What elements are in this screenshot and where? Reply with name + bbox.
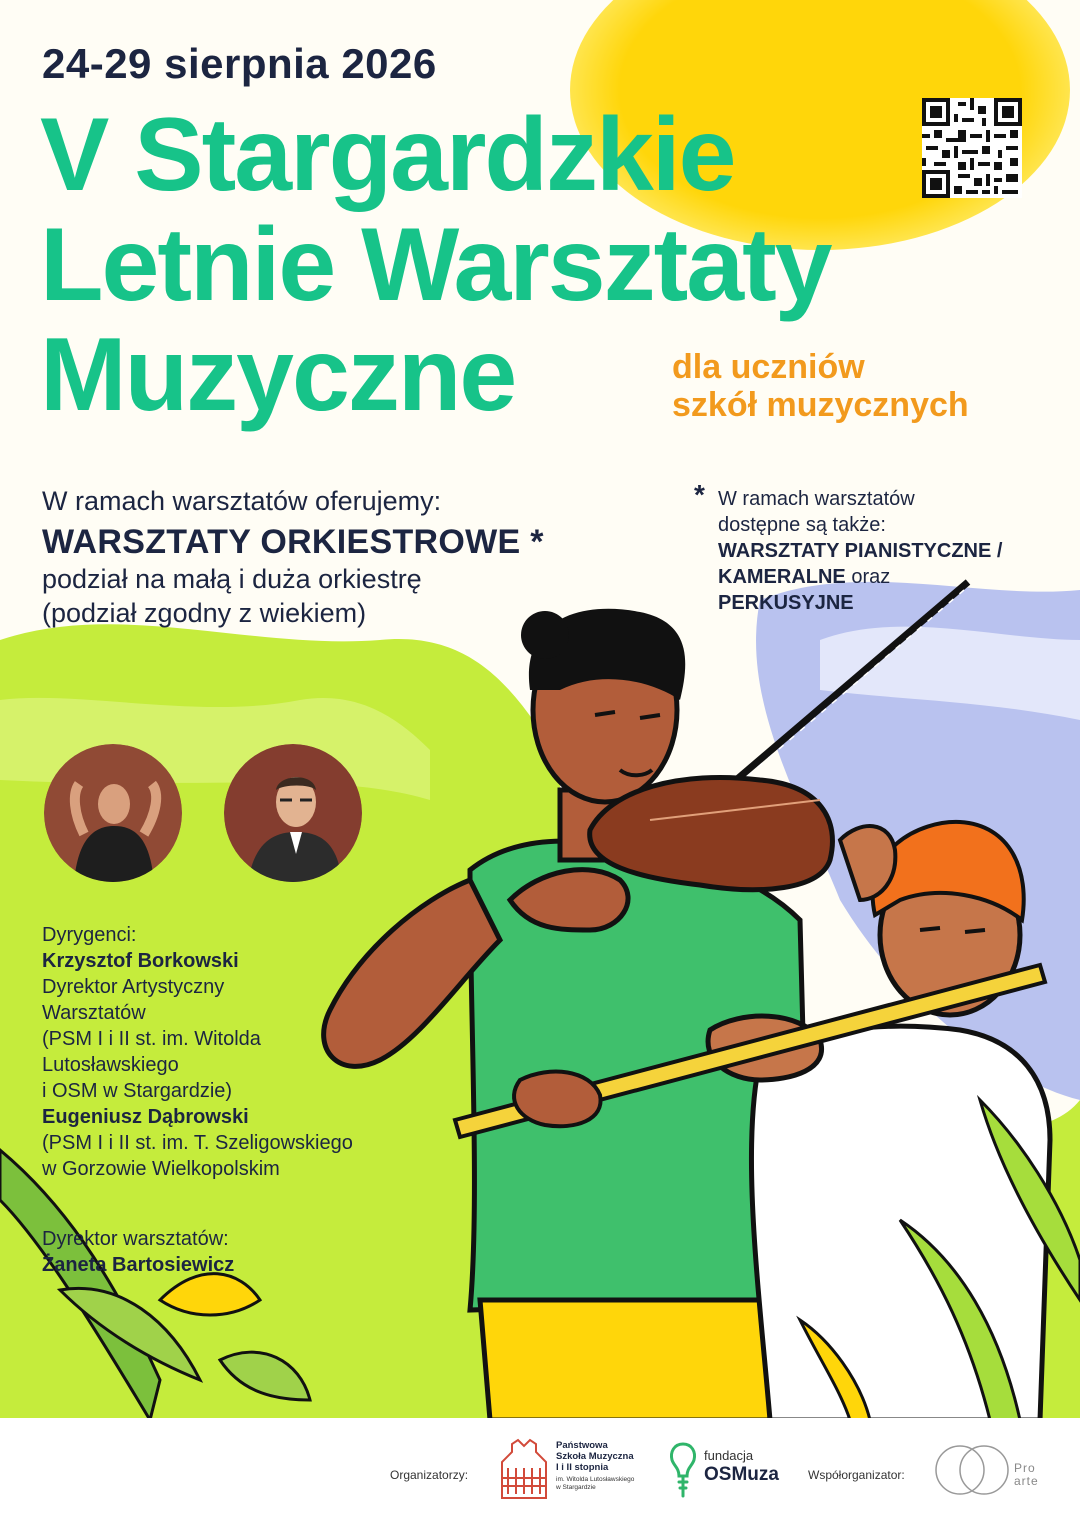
director-name: Żaneta Bartosiewicz [42, 1254, 235, 1276]
proarte-logo-text [1014, 1462, 1039, 1488]
psm-name-line-2: Szkoła Muzyczna [556, 1451, 634, 1462]
conductor-2-affiliation-2: w Gorzowie Wielkopolskim [42, 1158, 280, 1180]
additional-workshops [694, 479, 1054, 616]
people-section [42, 922, 442, 1278]
organizers-label: Organizatorzy: [390, 1468, 469, 1482]
director-heading: Dyrektor warsztatów: [42, 1228, 229, 1250]
additional-line-1: W ramach warsztatów [718, 488, 915, 510]
event-subtitle [672, 348, 969, 424]
subtitle-line-1: dla uczniów [672, 348, 865, 386]
psm-sub-line-1: im. Witolda Lutosławskiego [556, 1476, 635, 1483]
conductor-1-affiliation-1: (PSM I i II st. im. Witolda [42, 1028, 261, 1050]
offer-section [42, 486, 544, 630]
psm-name-line-3: I i II stopnia [556, 1462, 609, 1473]
psm-name-line-1: Państwowa [556, 1440, 608, 1451]
additional-connector: oraz [845, 566, 891, 588]
additional-item-3: PERKUSYJNE [718, 592, 854, 614]
offer-main: WARSZTATY ORKIESTROWE * [42, 523, 544, 561]
asterisk-mark: * [694, 479, 705, 510]
coorganizer-label: Współorganizator: [808, 1468, 905, 1482]
title-line-1: V Stargardzkie [40, 97, 735, 213]
proarte-line-2: arte [1014, 1474, 1039, 1488]
psm-building-icon [498, 1438, 550, 1500]
conductor-2-affiliation-1: (PSM I i II st. im. T. Szeligowskiego [42, 1132, 353, 1154]
additional-item-2: KAMERALNE [718, 566, 846, 588]
offer-detail-1: podział na małą i duża orkiestrę [42, 564, 422, 594]
title-line-3: Muzyczne [40, 317, 516, 433]
conductor-1-affiliation-2: Lutosławskiego [42, 1054, 179, 1076]
offer-detail-2: (podział zgodny z wiekiem) [42, 598, 367, 628]
conductors-heading: Dyrygenci: [42, 924, 137, 946]
subtitle-line-2: szkół muzycznych [672, 386, 969, 424]
conductor-1-role-1: Dyrektor Artystyczny [42, 976, 225, 998]
conductor-1-name: Krzysztof Borkowski [42, 950, 239, 972]
proarte-line-1: Pro [1014, 1461, 1036, 1475]
portrait-eugeniusz-dabrowski [224, 744, 362, 882]
offer-intro: W ramach warsztatów oferujemy: [42, 486, 442, 516]
conductor-2-name: Eugeniusz Dąbrowski [42, 1106, 249, 1128]
conductor-1-affiliation-3: i OSM w Stargardzie) [42, 1080, 233, 1102]
osmuza-bulb-icon [668, 1440, 698, 1500]
portrait-krzysztof-borkowski [44, 744, 182, 882]
psm-sub-line-2: w Stargardzie [556, 1484, 596, 1491]
conductor-1-role-2: Warsztatów [42, 1002, 146, 1024]
psm-logo-text [556, 1440, 646, 1492]
event-date: 24-29 sierpnia 2026 [42, 40, 437, 87]
footer-bar [0, 1418, 1080, 1521]
title-line-2: Letnie Warsztaty [40, 207, 831, 323]
additional-item-1: WARSZTATY PIANISTYCZNE / [718, 540, 1003, 562]
qr-code[interactable] [922, 98, 1022, 198]
proarte-circles-icon [934, 1440, 1014, 1500]
fund-small-label: fundacja [704, 1448, 754, 1463]
fund-name: OSMuza [704, 1464, 779, 1485]
additional-line-2: dostępne są także: [718, 514, 886, 536]
